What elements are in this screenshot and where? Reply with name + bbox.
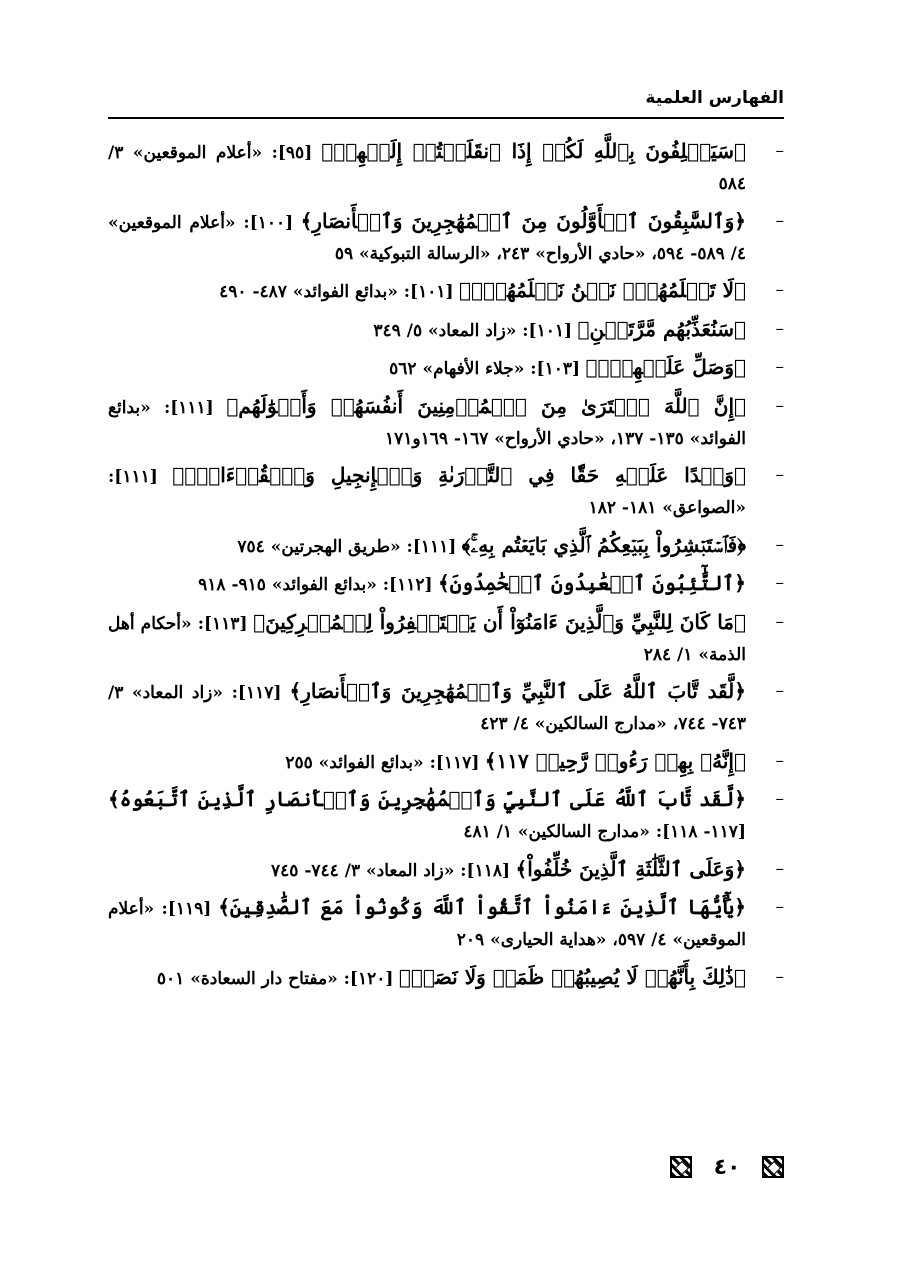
index-entry	[108, 206, 784, 270]
ayah-text: ﴿وَعَلَى ٱلثَّلَٰثَةِ ٱلَّذِينَ خُلِّفُواْ﴾	[515, 856, 746, 881]
ayah-text: ﴿إِنَّهُۥ بِهِمۡ رَءُوفٞ رَّحِيمٞ ١١٧﴾	[484, 748, 746, 773]
bullet-dash: –	[775, 789, 784, 809]
reference-text: [١١١]: «الصواعق» ١٨١- ١٨٢	[108, 467, 746, 518]
ayah-text: ﴿سَنُعَذِّبُهُم مَّرَّتَيۡنِ﴾	[577, 316, 746, 341]
index-entry	[108, 854, 784, 887]
bullet-dash: –	[775, 534, 784, 555]
index-entry	[108, 460, 784, 524]
reference-text: [١٠١]: «بدائع الفوائد» ٤٨٧- ٤٩٠	[219, 282, 454, 302]
bullet-dash: –	[775, 357, 784, 377]
reference-text: [١٠٣]: «جلاء الأفهام» ٥٦٢	[389, 359, 581, 379]
index-entry	[108, 314, 784, 347]
reference-text: [١١٣]: «أحكام أهل الذمة» ١/ ٢٨٤	[108, 613, 746, 665]
bullet-dash: –	[775, 465, 784, 485]
index-entry	[108, 530, 784, 563]
ayah-text: ﴿سَيَحۡلِفُونَ بِٱللَّهِ لَكُمۡ إِذَا ٱنقَلَبۡتُمۡ إِلَيۡهِمۡ﴾	[321, 139, 746, 163]
reference-text: [٩٥]: «أعلام الموقعين» ٣/ ٥٨٤	[108, 143, 746, 194]
bullet-dash: –	[775, 210, 784, 231]
page-footer	[670, 1151, 784, 1183]
index-entry	[108, 784, 784, 848]
ayah-text: ﴿فَٱسۡتَبۡشِرُواْ بِبَيۡعِكُمُ ٱلَّذِي بَايَعۡتُم بِهِۦۚ﴾	[461, 532, 746, 557]
page-header-title: الفهارس العلمية	[645, 88, 784, 108]
index-entries-list	[108, 136, 784, 1000]
bullet-dash: –	[775, 395, 784, 416]
header-rule	[108, 117, 784, 119]
index-entry	[108, 962, 784, 995]
reference-text: [١١٧]: «بدائع الفوائد» ٢٥٥	[285, 752, 480, 773]
bullet-dash: –	[775, 858, 784, 879]
reference-text: [١٢٠]: «مفتاح دار السعادة» ٥٠١	[156, 968, 394, 989]
index-entry	[108, 892, 784, 956]
bullet-dash: –	[775, 280, 784, 300]
bullet-dash: –	[775, 897, 784, 917]
index-entry	[108, 275, 784, 308]
reference-text: [١١٢]: «بدائع الفوائد» ٩١٥- ٩١٨	[198, 575, 433, 595]
ayah-text: ﴿لَا تَعۡلَمُهُمۡۖ نَحۡنُ نَعۡلَمُهُمۡۚ﴾	[458, 278, 746, 302]
ayah-text: ﴿إِنَّ ٱللَّهَ ٱشۡتَرَىٰ مِنَ ٱلۡمُؤۡمِنِينَ أَنفُسَهُمۡ وَأَمۡوَٰلَهُم﴾	[226, 393, 746, 418]
reference-text: [١١٩]: «أعلام الموقعين» ٤/ ٥٩٧، «هداية الحيارى» ٢٠٩	[108, 899, 746, 950]
ayah-text: ﴿ٱلتَّٰٓئِبُونَ ٱلۡعَٰبِدُونَ ٱلۡحَٰمِدُونَ﴾	[437, 571, 746, 595]
index-entry	[108, 746, 784, 779]
ayah-text: ﴿وَعۡدًا عَلَيۡهِ حَقّٗا فِي ٱلتَّوۡرَىٰةِ وَٱلۡإِنجِيلِ وَٱلۡقُرۡءَانِۚ﴾	[172, 463, 746, 487]
index-entry	[108, 568, 784, 601]
reference-text: [١١٧- ١١٨]: «مدارج السالكين» ١/ ٤٨١	[463, 822, 746, 842]
bullet-dash: –	[775, 611, 784, 632]
reference-text: [١١١]: «بدائع الفوائد» ١٣٥- ١٣٧، «حادي الأرواح» ١٦٧- ١٦٩و١٧١	[108, 397, 746, 449]
index-entry	[108, 607, 784, 671]
reference-text: [١٠١]: «زاد المعاد» ٥/ ٣٤٩	[373, 320, 573, 341]
ayah-text: ﴿لَّقَد تَّابَ ٱللَّهُ عَلَى ٱلنَّبِيِّ وَٱلۡمُهَٰجِرِينَ وَٱلۡأَنصَارِ ٱلَّذِينَ ٱتَّبَعُوهُ﴾	[108, 787, 746, 811]
ayah-text: ﴿ذَٰلِكَ بِأَنَّهُمۡ لَا يُصِيبُهُمۡ ظَمَأٞ وَلَا نَصَبٞ﴾	[398, 964, 746, 989]
ayah-text: ﴿وَٱلسَّٰبِقُونَ ٱلۡأَوَّلُونَ مِنَ ٱلۡمُهَٰجِرِينَ وَٱلۡأَنصَارِ﴾	[300, 208, 747, 233]
reference-text: [١١١]: «طريق الهجرتين» ٧٥٤	[237, 536, 457, 557]
reference-text: [١١٧]: «زاد المعاد» ٣/ ٧٤٣- ٧٤٤، «مدارج السالكين» ٤/ ٤٢٣	[108, 683, 746, 734]
bullet-dash: –	[775, 318, 784, 339]
bullet-dash: –	[775, 141, 784, 161]
ayah-text: ﴿يَٰٓأَيُّهَا ٱلَّذِينَ ءَامَنُواْ ٱتَّقُواْ ٱللَّهَ وَكُونُواْ مَعَ ٱلصَّٰدِقِينَ﴾	[218, 895, 746, 919]
ornament-right-icon	[762, 1156, 784, 1178]
ornament-left-icon	[670, 1156, 692, 1178]
ayah-text: ﴿لَّقَد تَّابَ ٱللَّهُ عَلَى ٱلنَّبِيِّ وَٱلۡمُهَٰجِرِينَ وَٱلۡأَنصَارِ﴾	[289, 679, 746, 703]
ayah-text: ﴿وَصَلِّ عَلَيۡهِمۡۖ﴾	[585, 355, 746, 379]
bullet-dash: –	[775, 681, 784, 701]
page-number: ٤٠	[713, 1154, 741, 1180]
index-entry	[108, 352, 784, 385]
index-entry	[108, 391, 784, 455]
index-entry	[108, 676, 784, 740]
reference-text: [١٠٠]: «أعلام الموقعين» ٤/ ٥٨٩- ٥٩٤، «حادي الأرواح» ٢٤٣، «الرسالة التبوكية» ٥٩	[108, 212, 746, 264]
reference-text: [١١٨]: «زاد المعاد» ٣/ ٧٤٤- ٧٤٥	[271, 860, 511, 881]
bullet-dash: –	[775, 750, 784, 771]
ayah-text: ﴿مَا كَانَ لِلنَّبِيِّ وَٱلَّذِينَ ءَامَنُوٓاْ أَن يَسۡتَغۡفِرُواْ لِلۡمُشۡرِكِينَ﴾	[253, 609, 746, 634]
bullet-dash: –	[775, 573, 784, 593]
index-entry	[108, 136, 784, 200]
bullet-dash: –	[775, 966, 784, 987]
